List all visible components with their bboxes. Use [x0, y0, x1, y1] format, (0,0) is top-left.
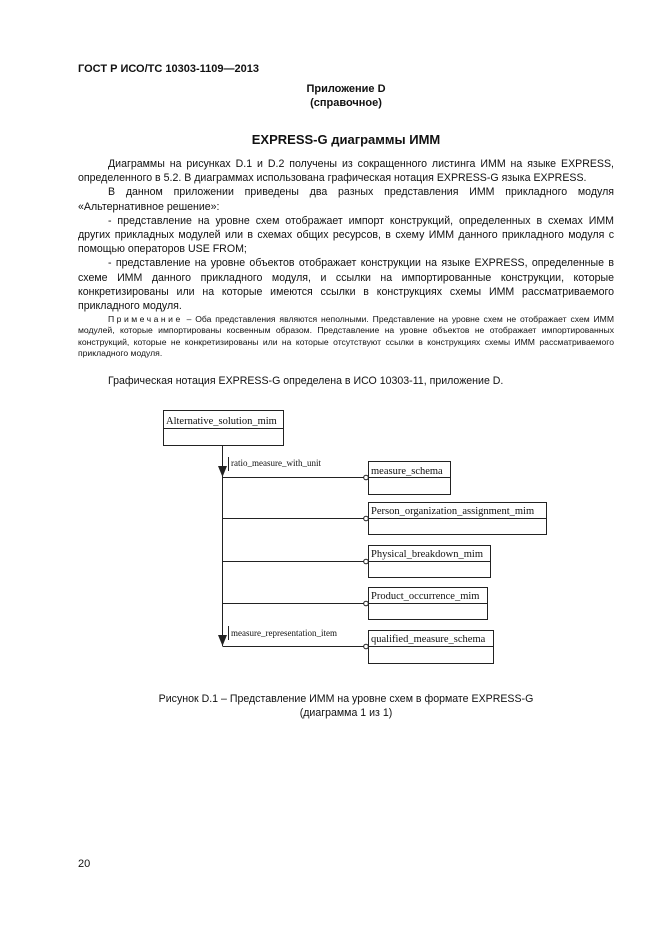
- figure-caption: [78, 692, 614, 720]
- schema-label-3: Physical_breakdown_mim: [371, 549, 483, 560]
- paragraph-1: Диаграммы на рисунках D.1 и D.2 получены из сокращенного листинга ИММ на языке EXPRESS, определенного в 5.2. В диаграммах использована графическая нотация EXPRESS-G языка EXPRESS.: [78, 158, 614, 185]
- schema-label-2: Person_organization_assignment_mim: [371, 506, 535, 517]
- standard-header: ГОСТ Р ИСО/ТС 10303-1109—2013: [78, 63, 259, 75]
- ref-label-bottom: measure_representation_item: [231, 628, 337, 638]
- schema-label-4: Product_occurrence_mim: [371, 591, 480, 602]
- notation-text: Графическая нотация EXPRESS-G определена в ИСО 10303-11, приложение D.: [108, 375, 504, 387]
- note-label: Примечание: [108, 314, 183, 324]
- note-text: Оба представления являются неполными. Представление на уровне схем не отображает схем ИММ модулей, которые импортированы косвенным образом. Представление на уровне объектов не отображает импортированных конструкций, которые не конкретизированы или на которые отсутствуют ссылки в конструкциях схемы ИММ рассматриваемого прикладного модуля.: [78, 314, 614, 359]
- paragraph-3: - представление на уровне схем отображает импорт конструкций, определенных в схемах ИММ других прикладных модулей или в схемах общих ресурсов, в схему ИММ данного прикладного модуля с помощью операторов USE FROM;: [78, 214, 614, 256]
- appendix-type: (справочное): [310, 97, 382, 109]
- caption-line-2: (диаграмма 1 из 1): [299, 707, 393, 719]
- schema-label-5: qualified_measure_schema: [371, 634, 486, 645]
- main-schema-label: Alternative_solution_mim: [166, 416, 277, 427]
- appendix-title: Приложение D: [306, 83, 386, 95]
- ref-label-top: ratio_measure_with_unit: [231, 458, 321, 468]
- page-number: 20: [78, 858, 91, 870]
- caption-line-1: Рисунок D.1 – Представление ИММ на уровне схем в формате EXPRESS-G: [158, 693, 534, 705]
- paragraph-4: - представление на уровне объектов отображает конструкции на языке EXPRESS, определенные в схеме ИММ данного прикладного модуля, и ссылки на импортированные конструкции, которые конкретизированы или на которые имеются ссылки в конструкциях схемы ИММ рассматриваемого прикладного модуля.: [78, 257, 614, 313]
- note-dash: –: [182, 314, 196, 324]
- section-title: EXPRESS-G диаграммы ИММ: [251, 132, 441, 147]
- paragraph-2: В данном приложении приведены два разных представления ИММ прикладного модуля «Альтернативное решение»:: [78, 186, 614, 213]
- schema-label-1: measure_schema: [371, 466, 443, 477]
